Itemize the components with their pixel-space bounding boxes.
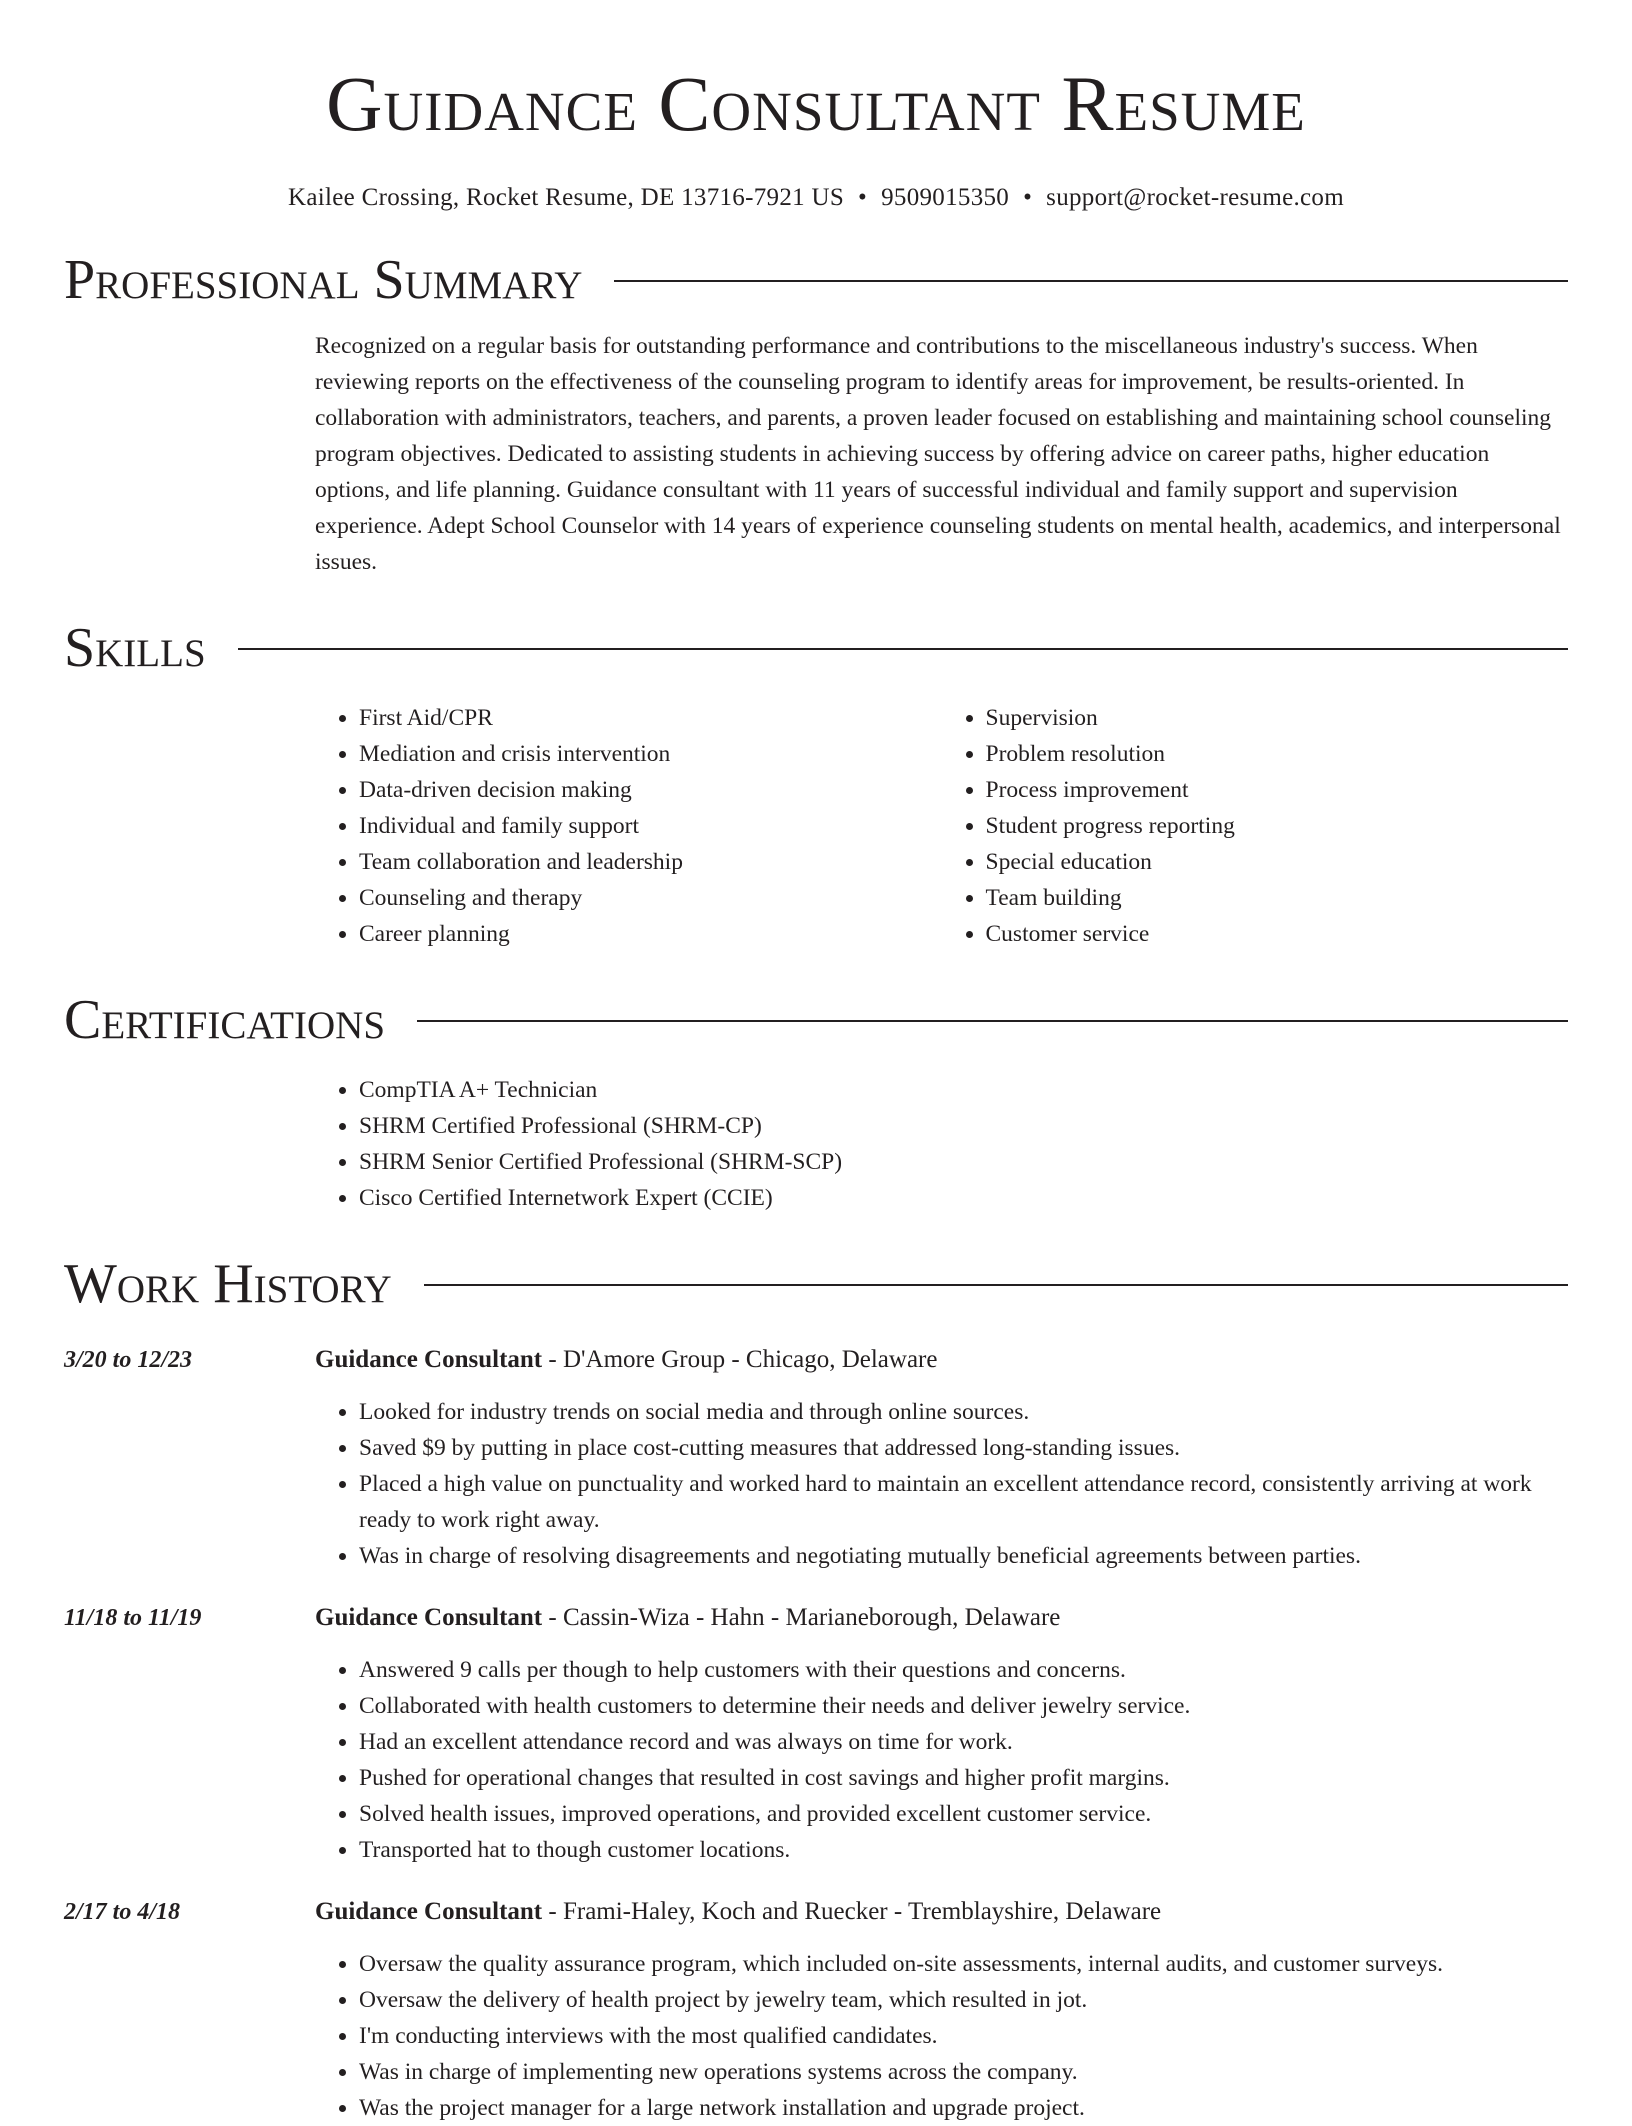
skills-section-header: [64, 612, 1568, 684]
skill-item: • Problem resolution: [986, 736, 1569, 772]
skills-list: [315, 700, 1568, 952]
job-bullet: • Was in charge of resolving disagreements and negotiating mutually beneficial agreements between parties.: [359, 1538, 1568, 1574]
work-history-section-header: [64, 1248, 1568, 1320]
summary-text: Recognized on a regular basis for outstanding performance and contributions to the miscellaneous industry's success. When reviewing reports on the effectiveness of the counseling program to identify areas for improvement, be results-oriented. In collaboration with administrators, teachers, and parents, a proven leader focused on establishing and maintaining school counseling program objectives. Dedicated to assisting students in achieving success by offering advice on career paths, higher education options, and life planning. Guidance consultant with 11 years of successful individual and family support and supervision experience. Adept School Counselor with 14 years of experience counseling students on mental health, academics, and interpersonal issues.: [315, 333, 1561, 575]
skill-item: • Mediation and crisis intervention: [359, 736, 942, 772]
job-bullet: • Saved $9 by putting in place cost-cutting measures that addressed long-standing issues.: [359, 1430, 1568, 1466]
skill-item: • Supervision: [986, 700, 1569, 736]
job-entry: [64, 1600, 1568, 1868]
job-bullet: • Answered 9 calls per though to help customers with their questions and concerns.: [359, 1652, 1568, 1688]
job-heading: [315, 1894, 1568, 1930]
skill-item: • Process improvement: [986, 772, 1569, 808]
work-history-heading: Work History: [64, 1253, 392, 1315]
skills-heading: Skills: [64, 617, 206, 679]
job-dates: 3/20 to 12/23: [64, 1347, 193, 1373]
certifications-heading: Certifications: [64, 989, 386, 1051]
job-title: Guidance Consultant: [315, 1604, 543, 1631]
skill-item: • Career planning: [359, 916, 942, 952]
job-dates: 11/18 to 11/19: [64, 1605, 202, 1631]
resume-page: [64, 0, 1568, 2126]
certification-item: • SHRM Senior Certified Professional (SHRM-SCP): [359, 1144, 1568, 1180]
certifications-list: [315, 1072, 1568, 1216]
skill-item: • Special education: [986, 844, 1569, 880]
contact-phone: 9509015350: [881, 184, 1010, 211]
skill-item: • Individual and family support: [359, 808, 942, 844]
certifications-items: [315, 1072, 1568, 1216]
job-details: [315, 1342, 1568, 1574]
skill-item: • Data-driven decision making: [359, 772, 942, 808]
job-bullet: • Pushed for operational changes that resulted in cost savings and higher profit margins.: [359, 1760, 1568, 1796]
skill-item: • Team building: [986, 880, 1569, 916]
certifications-section-header: [64, 984, 1568, 1056]
job-bullets: [315, 1652, 1568, 1868]
resume-title: Guidance Consultant Resume: [326, 60, 1306, 147]
section-divider: [238, 648, 1568, 650]
job-entry: [64, 1894, 1568, 2126]
job-bullet: • Had an excellent attendance record and was always on time for work.: [359, 1724, 1568, 1760]
skills-column-right: [942, 700, 1569, 952]
job-details: [315, 1894, 1568, 2126]
job-bullet: • I'm conducting interviews with the most qualified candidates.: [359, 2018, 1568, 2054]
section-divider: [417, 1020, 1568, 1022]
skill-item: • Customer service: [986, 916, 1569, 952]
contact-email: support@rocket-resume.com: [1046, 184, 1344, 211]
section-divider: [614, 280, 1568, 282]
job-bullet: • Collaborated with health customers to determine their needs and deliver jewelry service.: [359, 1688, 1568, 1724]
job-bullet: • Looked for industry trends on social media and through online sources.: [359, 1394, 1568, 1430]
job-employer: - D'Amore Group - Chicago, Delaware: [542, 1346, 938, 1373]
summary-heading: Professional Summary: [64, 249, 583, 311]
skill-item: • Team collaboration and leadership: [359, 844, 942, 880]
contact-separator: •: [858, 184, 868, 211]
job-heading: [315, 1600, 1568, 1636]
job-bullet: • Solved health issues, improved operations, and provided excellent customer service.: [359, 1796, 1568, 1832]
job-bullet: • Oversaw the quality assurance program, which included on-site assessments, internal audits, and customer surveys.: [359, 1946, 1568, 1982]
job-bullet: • Was in charge of implementing new operations systems across the company.: [359, 2054, 1568, 2090]
section-divider: [424, 1284, 1568, 1286]
job-bullets: [315, 1394, 1568, 1574]
job-bullet: • Transported hat to though customer locations.: [359, 1832, 1568, 1868]
contact-address: Kailee Crossing, Rocket Resume, DE 13716-7921 US: [288, 184, 845, 211]
contact-line: [64, 184, 1568, 212]
skill-item: • Counseling and therapy: [359, 880, 942, 916]
skill-item: • Student progress reporting: [986, 808, 1569, 844]
job-bullet: • Placed a high value on punctuality and worked hard to maintain an excellent attendance record, consistently arriving at work ready to work right away.: [359, 1466, 1568, 1538]
certification-item: • SHRM Certified Professional (SHRM-CP): [359, 1108, 1568, 1144]
skills-column-left: [315, 700, 942, 952]
work-history-list: [64, 1342, 1568, 2126]
job-title: Guidance Consultant: [315, 1898, 543, 1925]
contact-separator: •: [1023, 184, 1033, 211]
job-bullet: • Oversaw the delivery of health project by jewelry team, which resulted in jot.: [359, 1982, 1568, 2018]
job-dates: 2/17 to 4/18: [64, 1899, 181, 1925]
job-employer: - Frami-Haley, Koch and Ruecker - Tremblayshire, Delaware: [542, 1898, 1162, 1925]
job-bullets: [315, 1946, 1568, 2126]
job-entry: [64, 1342, 1568, 1574]
certification-item: • Cisco Certified Internetwork Expert (CCIE): [359, 1180, 1568, 1216]
job-title: Guidance Consultant: [315, 1346, 543, 1373]
job-details: [315, 1600, 1568, 1868]
job-bullet: • Was the project manager for a large network installation and upgrade project.: [359, 2090, 1568, 2126]
skill-item: • First Aid/CPR: [359, 700, 942, 736]
job-employer: - Cassin-Wiza - Hahn - Marianeborough, Delaware: [542, 1604, 1061, 1631]
summary-section-header: [64, 244, 1568, 316]
certification-item: • CompTIA A+ Technician: [359, 1072, 1568, 1108]
job-heading: [315, 1342, 1568, 1378]
